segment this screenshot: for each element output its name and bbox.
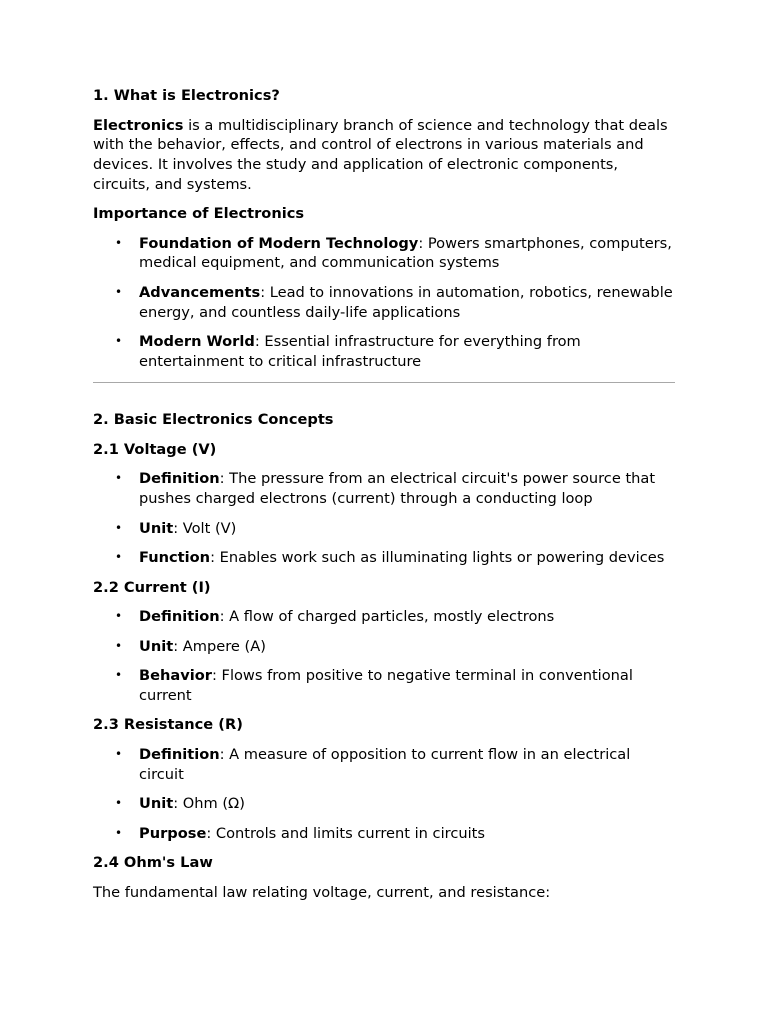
item-text: : Ohm (Ω) — [173, 795, 245, 813]
importance-heading: Importance of Electronics — [93, 205, 305, 223]
item-text: : The pressure from an electrical circuit's power source that pushes charged electrons (current) through a conducting loop — [139, 470, 656, 508]
bullet-icon: • — [115, 638, 123, 653]
bullet-icon: • — [115, 825, 123, 840]
item-text: : Enables work such as illuminating lights or powering devices — [210, 549, 665, 567]
item-term: Behavior — [139, 667, 212, 685]
list-item — [93, 332, 675, 371]
ohms-law-text: The fundamental law relating voltage, current, and resistance: — [93, 883, 551, 901]
item-text: : Volt (V) — [173, 519, 237, 537]
item-term: Advancements — [139, 283, 261, 301]
resistance-heading: 2.3 Resistance (R) — [93, 716, 243, 734]
current-heading: 2.2 Current (I) — [93, 578, 211, 596]
section-2-heading: 2. Basic Electronics Concepts — [93, 411, 334, 429]
intro-text: is a multidisciplinary branch of science and technology that deals with the behavior, effects, and control of electrons in various materials and devices. It involves the study and application of electronic components, circuits, and systems. — [93, 116, 668, 193]
item-text: : Ampere (A) — [173, 637, 266, 655]
item-term: Foundation of Modern Technology — [139, 234, 419, 252]
voltage-heading: 2.1 Voltage (V) — [93, 440, 217, 458]
list-item — [93, 548, 675, 568]
item-term: Definition — [139, 470, 220, 488]
item-text: : Flows from positive to negative terminal in conventional current — [139, 667, 633, 704]
bullet-icon: • — [115, 235, 123, 250]
bullet-icon: • — [115, 796, 123, 811]
list-item — [93, 666, 675, 705]
item-text: : Lead to innovations in automation, robotics, renewable energy, and countless daily-life applications — [139, 283, 673, 321]
list-item — [93, 824, 675, 844]
item-term: Unit — [139, 519, 174, 537]
list-item — [93, 745, 675, 784]
bullet-icon: • — [115, 609, 123, 624]
bullet-icon: • — [115, 668, 123, 683]
bullet-icon: • — [115, 284, 123, 299]
item-term: Definition — [139, 745, 220, 763]
list-item — [93, 283, 675, 322]
item-text: : A flow of charged particles, mostly electrons — [219, 608, 555, 626]
item-text: : A measure of opposition to current flow in an electrical circuit — [139, 745, 631, 783]
item-term: Definition — [139, 608, 220, 626]
section-divider — [93, 382, 675, 383]
item-term: Purpose — [139, 824, 207, 842]
electronics-intro-paragraph — [93, 116, 675, 195]
section-1-heading: 1. What is Electronics? — [93, 87, 280, 104]
bullet-icon: • — [115, 746, 123, 761]
list-item — [93, 519, 675, 539]
resistance-list — [93, 745, 675, 843]
bullet-icon: • — [115, 334, 123, 349]
importance-list — [93, 234, 675, 372]
list-item — [93, 637, 675, 657]
current-list — [93, 607, 675, 705]
bullet-icon: • — [115, 520, 123, 535]
voltage-list — [93, 469, 675, 567]
item-text: : Controls and limits current in circuits — [206, 824, 485, 842]
intro-term: Electronics — [93, 116, 184, 134]
list-item — [93, 234, 675, 273]
item-text: : Powers smartphones, computers, medical equipment, and communication systems — [139, 234, 672, 272]
document-page — [93, 86, 675, 902]
list-item — [93, 794, 675, 814]
bullet-icon: • — [115, 471, 123, 486]
list-item — [93, 469, 675, 508]
list-item — [93, 607, 675, 627]
item-text: : Essential infrastructure for everything from entertainment to critical infrastructure — [139, 333, 581, 370]
item-term: Unit — [139, 637, 174, 655]
item-term: Modern World — [139, 333, 255, 351]
ohms-law-heading: 2.4 Ohm's Law — [93, 854, 213, 872]
item-term: Function — [139, 549, 211, 567]
item-term: Unit — [139, 795, 174, 813]
bullet-icon: • — [115, 550, 123, 565]
